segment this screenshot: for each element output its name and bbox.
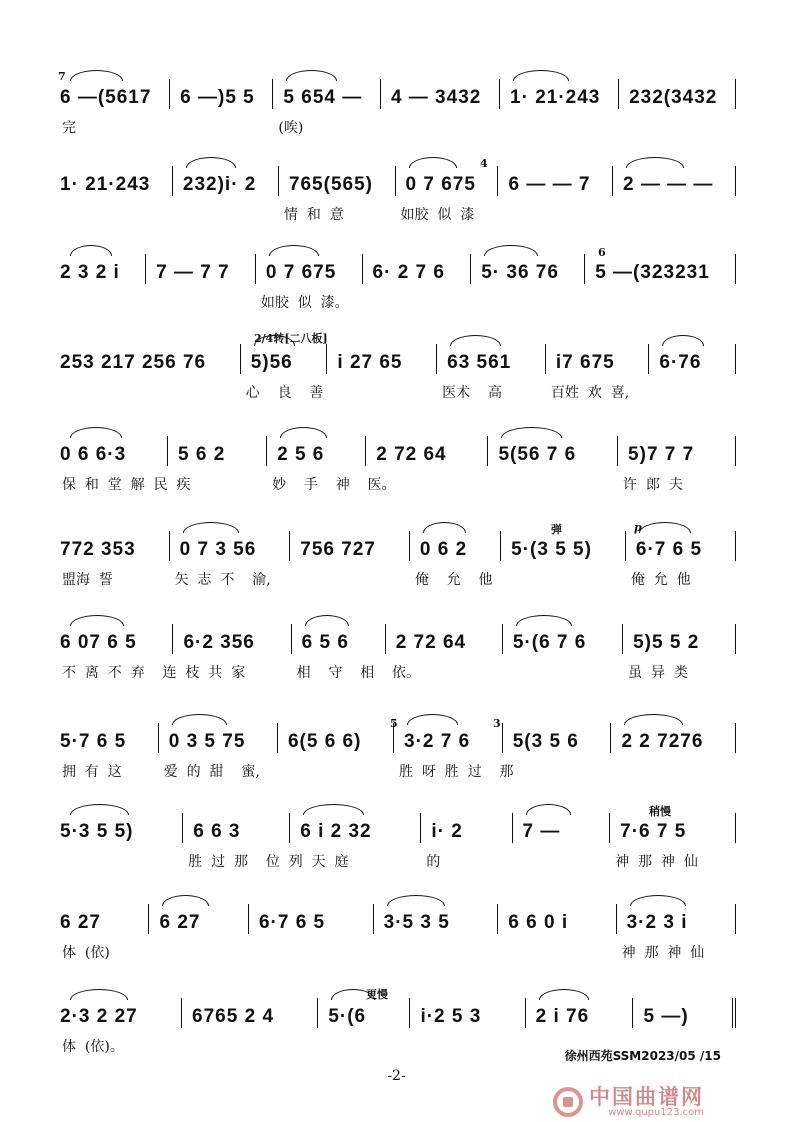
measure: 5 6 2 bbox=[167, 436, 266, 466]
measure: i7 675 bbox=[545, 344, 648, 374]
geng-man-tempo-marking: 更慢 bbox=[366, 988, 388, 1001]
notation-line bbox=[56, 623, 736, 654]
measure: 6 27 bbox=[60, 912, 101, 933]
measure: 3·5 3 5 bbox=[373, 904, 498, 934]
measure: 5 —(323231 bbox=[584, 254, 736, 284]
site-watermark bbox=[553, 1085, 783, 1119]
measure: 253 217 256 76 bbox=[60, 352, 207, 373]
measure: i 27 65 bbox=[326, 344, 436, 374]
notation-line bbox=[56, 78, 736, 109]
slur-mark bbox=[626, 157, 684, 168]
dynamic-p-marking: p bbox=[634, 521, 642, 534]
grace-note-5: 5 bbox=[390, 717, 398, 730]
measure: 2 3 2 i bbox=[60, 262, 120, 283]
measure: 2 — — — bbox=[612, 166, 736, 196]
score-row bbox=[56, 343, 736, 404]
measure: 5)56 bbox=[240, 344, 327, 374]
lyrics-line bbox=[56, 942, 736, 964]
lyric-text: 拥 有 这 bbox=[62, 764, 122, 780]
page-number: -2- bbox=[387, 1068, 406, 1084]
measure: 6 —)5 5 bbox=[169, 79, 272, 109]
slur-mark bbox=[186, 157, 236, 168]
lyrics-line bbox=[56, 761, 736, 783]
measure: 6 27 bbox=[148, 904, 247, 934]
measure: 5·7 6 5 bbox=[60, 731, 127, 752]
lyric-text: 矢 志 不 渝, bbox=[174, 572, 271, 588]
measure: 6 — — 7 bbox=[497, 166, 612, 196]
measure: 6·7 6 5 bbox=[248, 904, 373, 934]
measure: 63 561 bbox=[436, 344, 545, 374]
notation-line bbox=[56, 165, 736, 196]
measure: 6765 2 4 bbox=[181, 998, 317, 1028]
slur-mark bbox=[516, 615, 572, 626]
measure: 5·3 5 5) bbox=[60, 821, 134, 842]
measure: 7 — 7 7 bbox=[145, 254, 255, 284]
slur-mark bbox=[662, 335, 703, 346]
score-row bbox=[56, 722, 736, 783]
slur-mark bbox=[269, 245, 319, 256]
measure: 232(3432 bbox=[618, 79, 736, 109]
notation-line bbox=[56, 253, 736, 284]
slur-mark bbox=[70, 804, 129, 815]
slur-mark bbox=[484, 245, 537, 256]
measure: 2 5 6 bbox=[266, 436, 365, 466]
measure: 6· 2 7 6 bbox=[362, 254, 471, 284]
measure: 765(565) bbox=[278, 166, 395, 196]
lyric-text: 爱 的 甜 蜜, bbox=[163, 764, 260, 780]
notation-line bbox=[56, 903, 736, 934]
score-row bbox=[56, 903, 736, 964]
grace-note-7: 7 bbox=[58, 70, 66, 83]
notation-line bbox=[56, 997, 736, 1028]
measure: 0 7 3 56 bbox=[169, 531, 290, 561]
notation-line bbox=[56, 343, 736, 374]
lyric-text: 完 bbox=[62, 120, 76, 136]
measure: 3·2 3 i bbox=[616, 904, 736, 934]
tan-marking: 弹 bbox=[551, 523, 562, 536]
measure: 0 6 6·3 bbox=[60, 444, 127, 465]
score-row bbox=[56, 812, 736, 873]
measure: 5·(6 bbox=[317, 998, 409, 1028]
slur-mark bbox=[70, 70, 123, 81]
score-row bbox=[56, 78, 736, 139]
lyric-text: 医术 高 bbox=[442, 385, 502, 401]
measure: i· 2 bbox=[420, 813, 511, 843]
slur-mark bbox=[162, 895, 209, 906]
measure: 232)i· 2 bbox=[172, 166, 278, 196]
lyrics-line bbox=[56, 851, 736, 873]
measure: 772 353 bbox=[60, 539, 136, 560]
measure: 6 —(5617 bbox=[60, 87, 152, 108]
slur-mark bbox=[624, 714, 682, 725]
lyric-text: 如胶 似 漆 bbox=[400, 207, 475, 223]
slur-mark bbox=[409, 157, 457, 168]
lyric-text: 俺 允 他 bbox=[414, 572, 493, 588]
measure: 2 2 7276 bbox=[610, 723, 736, 753]
measure: 1· 21·243 bbox=[499, 79, 618, 109]
lyric-text: 相 守 相 依。 bbox=[296, 665, 421, 681]
measure: 6·76 bbox=[648, 344, 736, 374]
notation-line bbox=[56, 530, 736, 561]
measure: 0 7 675 bbox=[255, 254, 362, 284]
lyric-text: 妙 手 神 医。 bbox=[272, 477, 396, 493]
lyric-text: 虽 异 类 bbox=[628, 665, 688, 681]
lyric-text: 许 郎 夫 bbox=[623, 477, 683, 493]
slur-mark bbox=[70, 615, 124, 626]
slur-mark bbox=[630, 895, 686, 906]
measure: 2·3 2 27 bbox=[60, 1006, 138, 1027]
slur-mark bbox=[407, 714, 458, 725]
score-row bbox=[56, 165, 736, 226]
grace-note-4: 4 bbox=[480, 157, 488, 170]
lyrics-line bbox=[56, 382, 736, 404]
measure: 5· 36 76 bbox=[470, 254, 584, 284]
site-logo-icon bbox=[553, 1087, 583, 1117]
slur-mark bbox=[423, 522, 466, 533]
measure: 5(56 7 6 bbox=[487, 436, 617, 466]
measure: 5)7 7 7 bbox=[617, 436, 736, 466]
score-row bbox=[56, 253, 736, 314]
tempo-change-marking: 2/4转[二八板] bbox=[254, 332, 328, 345]
measure: 6 i 2 32 bbox=[289, 813, 420, 843]
notation-line bbox=[56, 435, 736, 466]
measure: 0 3 5 75 bbox=[158, 723, 277, 753]
lyric-text: 俺 允 他 bbox=[630, 572, 691, 588]
slur-mark bbox=[70, 989, 128, 1000]
measure: 7·6 7 5 bbox=[609, 813, 736, 843]
measure: 6(5 6 6) bbox=[277, 723, 393, 753]
slur-mark bbox=[387, 895, 445, 906]
measure: 1· 21·243 bbox=[60, 174, 151, 195]
slur-mark bbox=[172, 714, 228, 725]
measure: 2 i 76 bbox=[525, 998, 633, 1028]
measure: 6·7 6 5 bbox=[625, 531, 736, 561]
measure: 2 72 64 bbox=[385, 624, 502, 654]
measure: 5 —) bbox=[632, 998, 736, 1028]
lyric-text: 百姓 欢 喜, bbox=[550, 385, 630, 401]
slur-mark bbox=[639, 522, 691, 533]
lyric-text: 如胶 似 漆。 bbox=[260, 295, 349, 311]
lyrics-line bbox=[56, 204, 736, 226]
slur-mark bbox=[70, 245, 112, 256]
measure: 5(3 5 6 bbox=[502, 723, 611, 753]
lyrics-line bbox=[56, 569, 736, 591]
measure: 2 72 64 bbox=[365, 436, 487, 466]
lyric-text: 情 和 意 bbox=[283, 207, 344, 223]
score-row bbox=[56, 530, 736, 591]
lyrics-line bbox=[56, 474, 736, 496]
lyrics-line bbox=[56, 117, 736, 139]
lyric-text: 的 bbox=[426, 854, 441, 870]
lyric-text: 胜 呀 胜 过 那 bbox=[399, 764, 514, 780]
measure: 6 6 0 i bbox=[497, 904, 615, 934]
slur-mark bbox=[280, 427, 327, 438]
measure: 4 — 3432 bbox=[380, 79, 499, 109]
measure: 5·(6 7 6 bbox=[502, 624, 622, 654]
measure: 756 727 bbox=[289, 531, 409, 561]
lyric-text: 不 离 不 弃 连 枝 共 家 bbox=[62, 665, 246, 681]
measure: 6 6 3 bbox=[182, 813, 289, 843]
lyric-text: 体 (依) bbox=[62, 945, 110, 961]
slur-mark bbox=[286, 70, 336, 81]
measure: 0 6 2 bbox=[409, 531, 500, 561]
measure: 0 7 675 bbox=[395, 166, 498, 196]
shao-man-tempo-marking: 稍慢 bbox=[649, 805, 671, 818]
lyric-text: 心 良 善 bbox=[245, 385, 324, 401]
measure: 7 — bbox=[512, 813, 610, 843]
watermark-site-name: 中国曲谱网 bbox=[589, 1083, 704, 1109]
slur-mark bbox=[183, 522, 239, 533]
measure: 5)5 5 2 bbox=[622, 624, 736, 654]
slur-mark bbox=[303, 804, 364, 815]
score-row bbox=[56, 623, 736, 684]
slur-mark bbox=[450, 335, 501, 346]
measure: 5·(3 5 5) bbox=[500, 531, 625, 561]
lyric-text: 神 那 神 仙 bbox=[621, 945, 705, 961]
measure: 3·2 7 6 bbox=[393, 723, 502, 753]
arranger-signature: 徐州西苑SSM2023/05 /15 bbox=[564, 1049, 721, 1063]
lyric-text: (唉) bbox=[278, 120, 304, 136]
slur-mark bbox=[513, 70, 569, 81]
slur-mark bbox=[501, 427, 561, 438]
lyric-text: 神 那 神 仙 bbox=[615, 854, 698, 870]
lyric-text: 体 (依)。 bbox=[62, 1039, 124, 1055]
notation-line bbox=[56, 812, 736, 843]
measure: 5 654 — bbox=[272, 79, 380, 109]
lyric-text: 保 和 堂 解 民 疾 bbox=[62, 477, 191, 493]
measure: 6 5 6 bbox=[291, 624, 385, 654]
grace-note-6: 6 bbox=[598, 246, 606, 259]
grace-note-3: 3 bbox=[493, 717, 501, 730]
slur-mark bbox=[70, 427, 122, 438]
lyric-text: 盟海 誓 bbox=[62, 572, 113, 588]
slur-mark bbox=[526, 804, 572, 815]
slur-mark bbox=[539, 989, 590, 1000]
score-row bbox=[56, 435, 736, 496]
measure: 6 07 6 5 bbox=[60, 632, 137, 653]
lyrics-line bbox=[56, 662, 736, 684]
lyrics-line bbox=[56, 292, 736, 314]
measure: 6·2 356 bbox=[172, 624, 290, 654]
watermark-url: www.qupu123.com bbox=[608, 1106, 704, 1118]
measure: i·2 5 3 bbox=[409, 998, 524, 1028]
slur-mark bbox=[305, 615, 349, 626]
lyric-text: 胜 过 那 位 列 天 庭 bbox=[188, 854, 349, 870]
